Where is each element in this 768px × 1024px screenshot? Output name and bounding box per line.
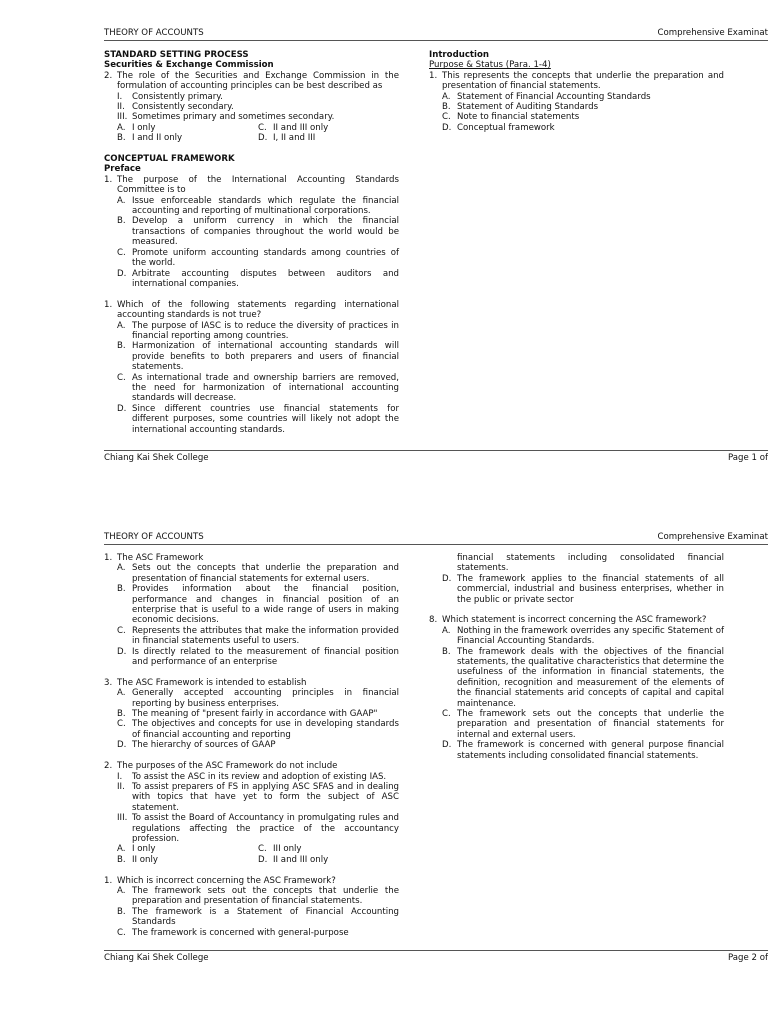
question-number: 2. xyxy=(104,70,113,81)
roman-key: III. xyxy=(117,112,128,123)
option-text: The framework sets out the concepts that underlie the preparation and presentation of financial statements for internal and external users. xyxy=(457,709,724,740)
option-text: Conceptual framework xyxy=(457,122,555,133)
choice-row xyxy=(104,133,399,143)
choice-row xyxy=(104,123,399,133)
choice-text: II and III only xyxy=(273,854,329,865)
subsection-heading: Securities & Exchange Commission xyxy=(104,60,274,71)
option-key: A. xyxy=(117,885,126,896)
choice-row xyxy=(104,844,399,854)
question-number: 1. xyxy=(104,553,113,563)
question xyxy=(104,761,399,865)
option-text: The objectives and concepts for use in developing standards of financial accounting and reporting xyxy=(132,719,399,740)
question-number: 1. xyxy=(429,70,438,81)
question xyxy=(429,71,724,133)
option-key: A. xyxy=(117,195,126,206)
section-heading: STANDARD SETTING PROCESS xyxy=(104,50,249,60)
choice-text: II only xyxy=(132,854,158,865)
option-text: The framework sets out the concepts that underlie the preparation and presentation of financial statements. xyxy=(132,885,399,907)
option-key: B. xyxy=(442,102,451,113)
header-left: THEORY OF ACCOUNTS xyxy=(104,28,204,38)
question xyxy=(429,615,724,761)
question-number: 2. xyxy=(104,761,113,772)
option-key: B. xyxy=(442,646,451,657)
header-right: Comprehensive Examinat xyxy=(657,532,768,542)
question xyxy=(104,71,399,144)
option-key: C. xyxy=(117,372,126,383)
option-text: Promote uniform accounting standards among countries of the world. xyxy=(132,247,399,269)
option-text: The hierarchy of sources of GAAP xyxy=(132,740,276,751)
option-key: D. xyxy=(117,740,127,751)
option-key: D. xyxy=(117,646,127,657)
question xyxy=(104,876,399,938)
option-text: Statement of Financial Accounting Standards xyxy=(457,91,651,102)
choice-key: C. xyxy=(258,844,267,855)
option-key: B. xyxy=(117,216,126,227)
option-key: A. xyxy=(117,563,126,574)
option-key: C. xyxy=(442,709,451,720)
question-text: The role of the Securities and Exchange Commission in the formulation of accounting principles can be best described as xyxy=(117,70,399,92)
choice-key: D. xyxy=(258,133,268,144)
option-text: The purpose of IASC is to reduce the diversity of practices in financial reporting among countries. xyxy=(132,320,399,341)
option-key: D. xyxy=(117,403,127,414)
left-column xyxy=(104,50,399,435)
option-text: Statement of Auditing Standards xyxy=(457,102,599,113)
roman-key: III. xyxy=(117,813,128,824)
roman-text: Sometimes primary and sometimes secondary. xyxy=(132,112,335,123)
header-right: Comprehensive Examinat xyxy=(657,28,768,38)
page-header xyxy=(104,532,768,545)
option-key: C. xyxy=(117,247,126,258)
option-key: B. xyxy=(117,709,126,720)
option-key: A. xyxy=(442,625,451,636)
option-key: A. xyxy=(442,91,451,102)
page-1 xyxy=(0,0,768,480)
option-text: Arbitrate accounting disputes between auditors and international companies. xyxy=(132,268,399,289)
subsection-heading: Preface xyxy=(104,164,141,175)
page-footer xyxy=(104,950,768,964)
question-text: Which statement is incorrect concerning the ASC framework? xyxy=(442,615,707,626)
option-key: D. xyxy=(442,573,452,584)
choice-text: III only xyxy=(273,844,302,855)
choice-text: I only xyxy=(132,122,156,133)
option-text: The framework is a Statement of Financial Accounting Standards xyxy=(132,906,399,928)
option-text: Represents the attributes that make the information provided in financial statements useful to users. xyxy=(132,625,399,647)
footer-right: Page 2 of xyxy=(727,953,768,963)
option-text: The framework applies to the financial statements of all commercial, industrial and business enterprises, whether in the public or private sector xyxy=(457,573,724,605)
question xyxy=(104,553,399,667)
roman-text: Consistently secondary. xyxy=(132,102,234,113)
roman-text: To assist preparers of FS in applying ASC SFAS and in dealing with topics that have yet to form the subject of ASC statement. xyxy=(132,781,399,813)
choice-text: I and II only xyxy=(132,133,183,144)
roman-key: II. xyxy=(117,781,125,792)
page-2 xyxy=(0,480,768,1024)
option-key: D. xyxy=(442,740,452,751)
question xyxy=(104,175,399,289)
right-column xyxy=(429,553,724,761)
question-text: The ASC Framework is intended to establish xyxy=(117,677,307,688)
option-text: Generally accepted accounting principles in financial reporting by business enterprises. xyxy=(132,688,399,709)
option-text: The framework is concerned with general purpose financial statements including consolidated financial statements. xyxy=(457,740,724,761)
continued-text: financial statements including consolidated financial statements. xyxy=(457,553,724,574)
roman-text: To assist the Board of Accountancy in promulgating rules and regulations affecting the practice of the accountancy profession. xyxy=(132,813,399,844)
section-heading: CONCEPTUAL FRAMEWORK xyxy=(104,154,235,165)
option-key: C. xyxy=(117,927,126,938)
subsection-heading: Purpose & Status (Para. 1-4) xyxy=(429,60,551,71)
footer-left: Chiang Kai Shek College xyxy=(104,453,209,463)
question-text: This represents the concepts that underlie the preparation and presentation of financial statements. xyxy=(442,70,724,92)
option-key: B. xyxy=(117,341,126,352)
option-text: Nothing in the framework overrides any specific Statement of Financial Accounting Standards. xyxy=(457,625,724,647)
option-text: The framework is concerned with general-purpose xyxy=(132,927,349,938)
option-key: A. xyxy=(117,320,126,331)
option-text: Since different countries use financial statements for different purposes, some countries will likely not adopt the international accounting standards. xyxy=(132,403,399,435)
question-text: The purpose of the International Accounting Standards Committee is to xyxy=(117,174,399,196)
choice-key: B. xyxy=(117,854,126,865)
roman-text: To assist the ASC in its review and adoption of existing IAS. xyxy=(132,771,387,782)
option-key: D. xyxy=(117,268,127,279)
question-number: 3. xyxy=(104,677,113,688)
footer-right: Page 1 of xyxy=(727,453,768,463)
left-column xyxy=(104,553,399,938)
choice-text: II and III only xyxy=(273,122,329,133)
option-key: B. xyxy=(117,584,126,595)
choice-text: I only xyxy=(132,844,156,855)
roman-key: II. xyxy=(117,102,125,113)
question-text: Which is incorrect concerning the ASC Framework? xyxy=(117,875,336,886)
header-left: THEORY OF ACCOUNTS xyxy=(104,532,204,542)
page-header xyxy=(104,28,768,41)
question-number: 1. xyxy=(104,299,113,310)
question-number: 8. xyxy=(429,615,438,626)
choice-row xyxy=(104,855,399,865)
section-heading: Introduction xyxy=(429,50,490,60)
roman-text: Consistently primary. xyxy=(132,91,223,102)
choice-key: A. xyxy=(117,844,126,855)
option-text: Issue enforceable standards which regulate the financial accounting and reporting of multinational corporations. xyxy=(132,195,399,217)
option-key: B. xyxy=(117,906,126,917)
option-key: C. xyxy=(117,625,126,636)
choice-text: I, II and III xyxy=(273,133,316,144)
footer-left: Chiang Kai Shek College xyxy=(104,953,209,963)
option-key: A. xyxy=(117,688,126,699)
question-text: The purposes of the ASC Framework do not include xyxy=(117,761,338,772)
option-text: The meaning of "present fairly in accordance with GAAP" xyxy=(132,709,378,720)
question-text: Which of the following statements regarding international accounting standards is not true? xyxy=(117,299,399,321)
option-text: The framework deals with the objectives of the financial statements, the qualitative characteristics that determine the usefulness of the information in financial statements, the definition, recognition and measurement of the elements of the financial statements arid concepts of capital and capital maintenance. xyxy=(457,646,724,709)
option-key: C. xyxy=(117,719,126,730)
question-text: The ASC Framework xyxy=(117,553,204,563)
roman-key: I. xyxy=(117,771,123,782)
choice-key: C. xyxy=(258,122,267,133)
choice-key: D. xyxy=(258,854,268,865)
option-text: Provides information about the financial position, performance and changes in financial position of an enterprise that is useful to a wide range of users in making economic decisions. xyxy=(132,584,399,626)
question-number: 1. xyxy=(104,875,113,886)
option-key: D. xyxy=(442,122,452,133)
option-text: Is directly related to the measurement of financial position and performance of an enterprise xyxy=(132,646,399,668)
question xyxy=(104,300,399,435)
question xyxy=(104,678,399,751)
roman-key: I. xyxy=(117,91,123,102)
choice-key: B. xyxy=(117,133,126,144)
option-text: Develop a uniform currency in which the financial transactions of companies throughout the world would be measured. xyxy=(132,216,399,248)
option-key: C. xyxy=(442,112,451,123)
choice-key: A. xyxy=(117,122,126,133)
page-footer xyxy=(104,450,768,464)
right-column xyxy=(429,50,724,133)
option-text: Note to financial statements xyxy=(457,112,580,123)
option-text: Harmonization of international accounting standards will provide benefits to both preparers and users of financial statements. xyxy=(132,341,399,373)
option-text: Sets out the concepts that underlie the preparation and presentation of financial statements for external users. xyxy=(132,563,399,584)
option-text: As international trade and ownership barriers are removed, the need for harmonization of international accounting standards will decrease. xyxy=(132,372,399,404)
question-number: 1. xyxy=(104,174,113,185)
